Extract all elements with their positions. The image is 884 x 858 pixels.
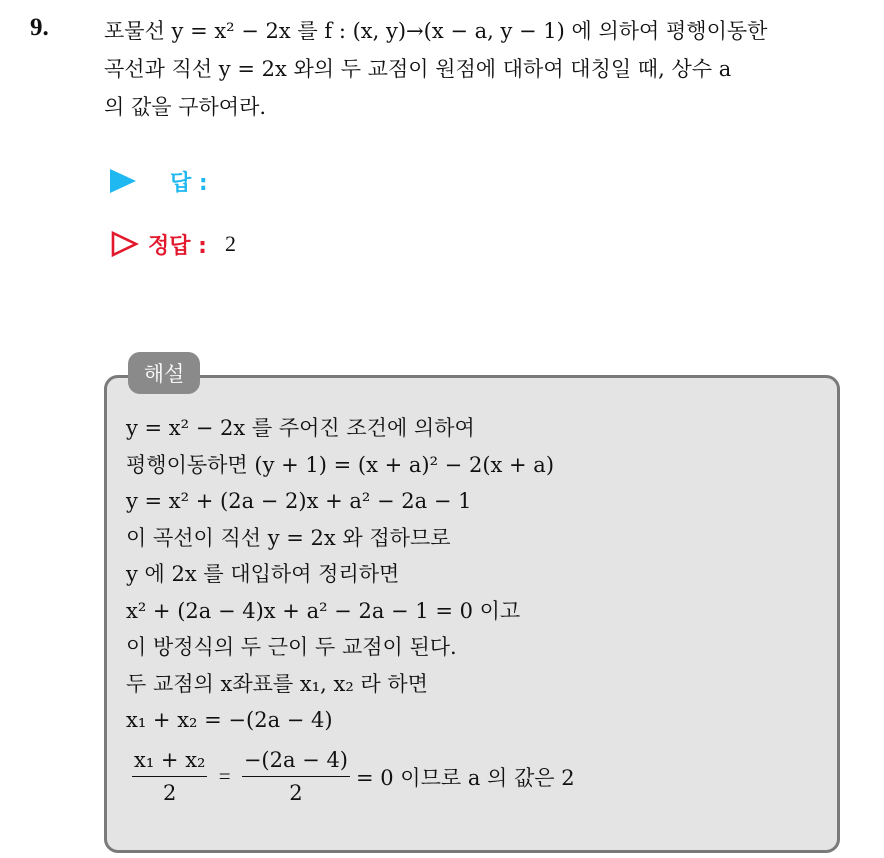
fraction-denominator: 2 — [289, 781, 303, 805]
solution-line: 이 곡선이 직선 y = 2x 와 접하므로 — [126, 525, 451, 550]
problem-number: 9. — [30, 14, 49, 41]
fraction-denominator: 2 — [163, 781, 177, 805]
solution-content — [126, 410, 826, 809]
solution-tab: 해설 — [128, 352, 200, 394]
solution-line: 두 교점의 x좌표를 x₁, x₂ 라 하면 — [126, 671, 428, 696]
problem-line: 의 값을 구하여라. — [104, 95, 267, 119]
solution-line: 평행이동하면 (y + 1) = (x + a)² − 2(x + a) — [126, 452, 555, 477]
problem-statement — [104, 12, 874, 126]
fraction-value — [242, 746, 350, 807]
solution-line: y 에 2x 를 대입하여 정리하면 — [126, 562, 400, 586]
correct-answer-row — [110, 227, 236, 261]
fraction-tail: = 0 이므로 a 의 값은 2 — [356, 765, 575, 790]
problem-line: 포물선 y = x² − 2x 를 f : (x, y)→(x − a, y − 1) 에 의하여 평행이동한 — [104, 19, 768, 43]
solution-line: y = x² − 2x 를 주어진 조건에 의하여 — [126, 416, 475, 440]
outline-triangle-icon — [110, 230, 140, 258]
solution-line: x² + (2a − 4)x + a² − 2a − 1 = 0 이고 — [126, 598, 521, 623]
correct-answer-label: 정답 : — [148, 233, 207, 259]
solution-fraction-line — [126, 745, 826, 809]
solution-line: y = x² + (2a − 2)x + a² − 2a − 1 — [126, 489, 472, 513]
solution-line: 이 방정식의 두 근이 두 교점이 된다. — [126, 635, 457, 659]
fraction-numerator: x₁ + x₂ — [132, 746, 207, 777]
answer-row — [110, 164, 208, 198]
fraction-sum — [132, 746, 207, 807]
problem-line: 곡선과 직선 y = 2x 와의 두 교점이 원점에 대하여 대칭일 때, 상수 a — [104, 57, 732, 81]
fraction-numerator: −(2a − 4) — [242, 746, 350, 777]
filled-triangle-icon — [110, 169, 136, 193]
correct-answer-value: 2 — [224, 231, 236, 256]
solution-line: x₁ + x₂ = −(2a − 4) — [126, 708, 333, 732]
equals-sign: = — [213, 764, 236, 788]
answer-label: 답 : — [170, 170, 208, 196]
